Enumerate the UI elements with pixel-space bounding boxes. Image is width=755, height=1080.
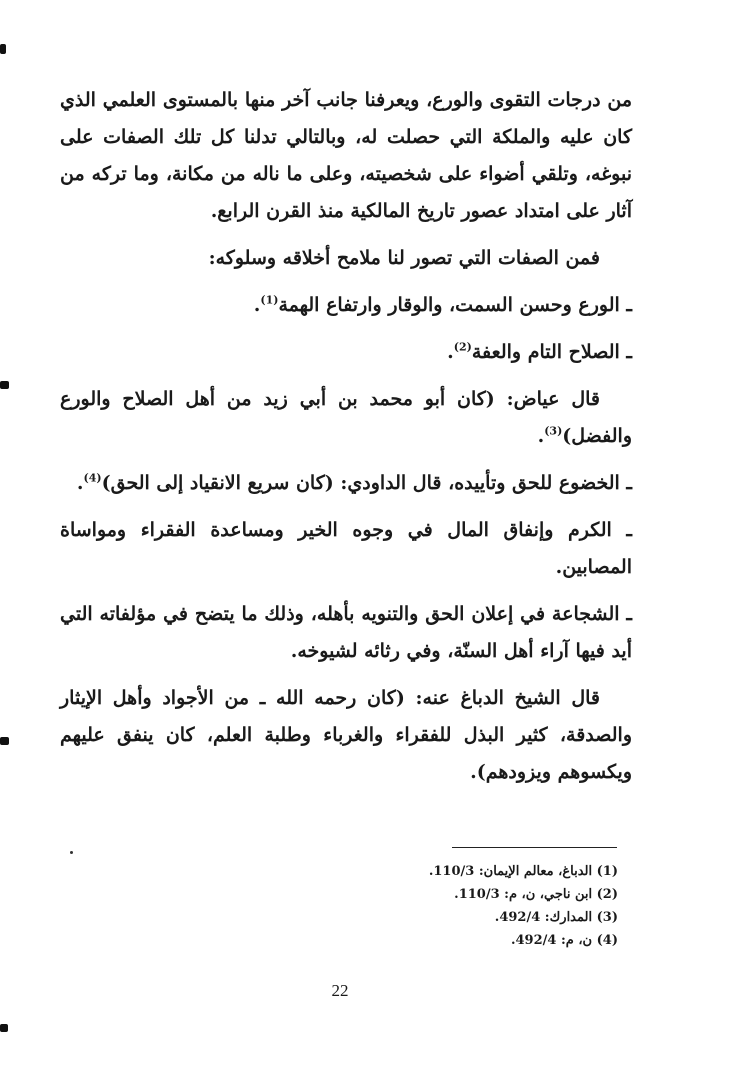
footnote-citation: 492/4 xyxy=(515,933,557,948)
footnote-citation: 492/4 xyxy=(499,910,541,925)
footnote-number: (1) xyxy=(596,864,618,879)
footnote-number: (3) xyxy=(596,910,618,925)
quote-text: قال عياض: (كان أبو محمد بن أبي زيد من أهل الصلاح والورع والفضل) xyxy=(60,388,632,447)
paragraph-intro: فمن الصفات التي تصور لنا ملامح أخلاقه وسلوكه: xyxy=(208,247,600,269)
footnote-3 xyxy=(250,906,618,929)
footnote-ref: (1) xyxy=(260,293,279,307)
footnote-number: (2) xyxy=(596,887,618,902)
footnotes xyxy=(250,860,618,952)
footnote-text: ابن ناجي، ن، م: xyxy=(504,887,593,902)
footnote-text: المدارك: xyxy=(544,910,593,925)
punctuation: . xyxy=(428,864,434,879)
list-item-righteousness xyxy=(60,334,632,371)
punctuation: . xyxy=(510,933,516,948)
scan-edge-mark-2 xyxy=(0,381,9,389)
quote-dabbagh: قال الشيخ الدباغ عنه: (كان رحمه الله ـ من الأجواد وأهل الإيثار والصدقة، كثير البذل للفقراء والغرباء وطلبة العلم، كان ينفق عليهم ويكسوهم ويزودهم). xyxy=(60,687,632,783)
footnote-4 xyxy=(250,929,618,952)
punctuation: . xyxy=(447,341,454,363)
punctuation: . xyxy=(76,472,84,494)
list-item-generosity: ـ الكرم وإنفاق المال في وجوه الخير ومساعدة الفقراء ومواساة المصابين. xyxy=(60,519,632,578)
list-item-text: ـ الخضوع للحق وتأييده، قال الداودي: (كان سريع الانقياد إلى الحق) xyxy=(101,472,632,494)
scan-speck xyxy=(70,851,73,854)
list-item-truth xyxy=(60,465,632,502)
scan-edge-mark-4 xyxy=(0,1024,8,1032)
footnote-1 xyxy=(250,860,618,883)
footnote-citation: 110/3 xyxy=(433,864,475,879)
list-item-courage: ـ الشجاعة في إعلان الحق والتنويه بأهله، وذلك ما يتضح في مؤلفاته التي أيد فيها آراء أهل السنّة، وفي رثائه لشيوخه. xyxy=(60,603,632,662)
footnote-ref: (2) xyxy=(453,340,472,354)
page-number: 22 xyxy=(331,981,349,1000)
footnote-citation: 110/3 xyxy=(458,887,500,902)
scan-edge-mark-3 xyxy=(0,737,9,745)
scan-edge-mark-1 xyxy=(0,44,6,54)
punctuation: . xyxy=(537,425,545,447)
main-text xyxy=(60,82,632,791)
paragraph-continuation: من درجات التقوى والورع، ويعرفنا جانب آخر منها بالمستوى العلمي الذي كان عليه والملكة التي حصلت له، وبالتالي تدلنا كل تلك الصفات على نبوغه، وتلقي أضواء على شخصيته، وعلى ما ناله من مكانة، وما تركه من آثار على امتداد عصور تاريخ المالكية منذ القرن الرابع. xyxy=(60,89,632,222)
list-item-text: ـ الورع وحسن السمت، والوقار وارتفاع الهمة xyxy=(278,294,632,316)
list-item-text: ـ الصلاح التام والعفة xyxy=(471,341,632,363)
footnote-text: الدباغ، معالم الإيمان: xyxy=(478,864,593,879)
footnote-number: (4) xyxy=(596,933,618,948)
footnote-text: ن، م: xyxy=(560,933,593,948)
footnote-ref: (4) xyxy=(83,471,102,485)
punctuation: . xyxy=(253,294,261,316)
punctuation: . xyxy=(494,910,500,925)
list-item-piety xyxy=(60,287,632,324)
footnote-ref: (3) xyxy=(544,424,563,438)
footnote-divider xyxy=(452,847,617,848)
punctuation: . xyxy=(454,887,459,902)
footnote-2 xyxy=(250,883,618,906)
quote-iyad xyxy=(60,381,632,455)
